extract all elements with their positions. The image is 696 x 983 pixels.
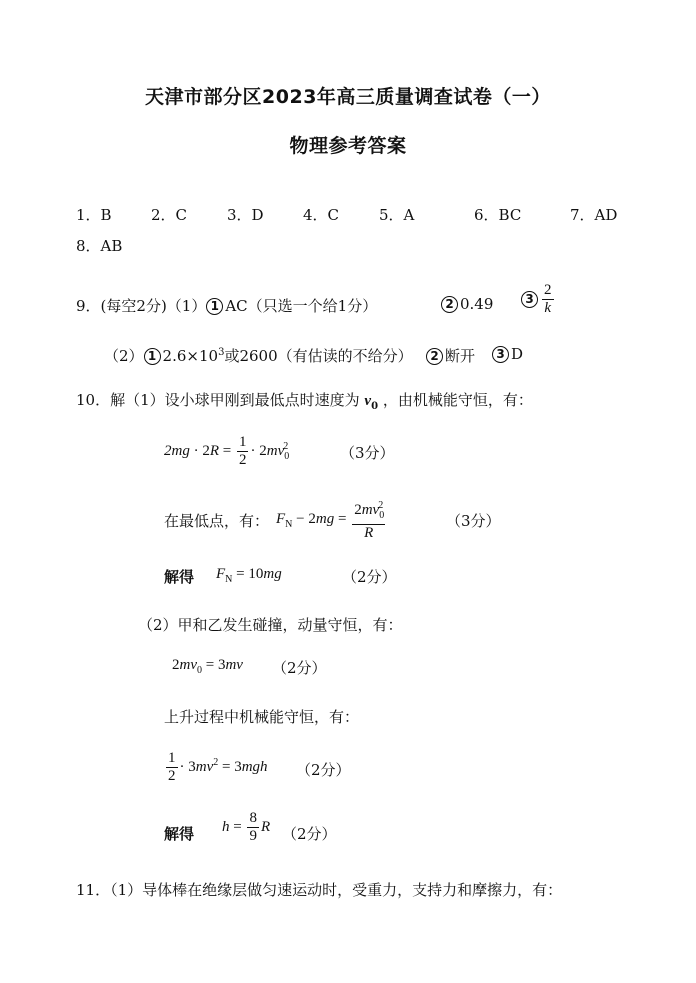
q10-rise: 上升过程中机械能守恒，有： xyxy=(164,708,360,726)
q9-line1: 9．(每空2分)（1） 1 AC（只选一个给1分） xyxy=(76,297,378,315)
circled-1-icon: 1 xyxy=(206,298,223,315)
score: （2分） xyxy=(272,659,327,677)
solve-label: 解得 xyxy=(164,825,195,843)
score: （3分） xyxy=(446,512,501,530)
equation-6: h = $\frac{8}{9}$ R xyxy=(222,810,271,844)
choice-answer: 5．A xyxy=(379,206,415,224)
q9-line2: （2） 1 $2.6\times 10^3$或2600（有估读的不给分） xyxy=(104,347,413,365)
equation-2: $F_N - 2mg$ = $\frac{2mv_0^2}{R}$ xyxy=(276,497,387,542)
choice-answer: 1．B xyxy=(76,206,112,224)
q9-line2-answer-3: 3 D xyxy=(492,345,523,363)
circled-2-icon: 2 xyxy=(426,348,443,365)
q9-answer-2: 2 0.49 xyxy=(441,295,493,313)
score: （3分） xyxy=(340,444,395,462)
choice-answer: 3．D xyxy=(227,206,264,224)
circled-3-icon: 3 xyxy=(492,346,509,363)
solve-label: 解得 xyxy=(164,568,195,586)
q9-answer-3 xyxy=(521,282,556,317)
circled-3-icon: 3 xyxy=(521,291,538,308)
choice-answer: 4．C xyxy=(303,206,340,224)
choice-answer: 7．AD xyxy=(570,206,618,224)
equation-3: $F_N = 10mg$ xyxy=(216,566,282,585)
page-title: 天津市部分区2023年高三质量调查试卷（一） xyxy=(145,86,551,108)
page-subtitle: 物理参考答案 xyxy=(289,135,407,157)
score: （2分） xyxy=(296,761,351,779)
score: （2分） xyxy=(342,568,397,586)
fraction: $\frac{2}{k}$ xyxy=(544,282,552,316)
circled-2-icon: 2 xyxy=(441,296,458,313)
q11-intro: 11．（1）导体棒在绝缘层做匀速运动时，受重力，支持力和摩擦力，有： xyxy=(76,881,563,899)
choice-answer: 2．C xyxy=(151,206,188,224)
choice-answer: 8．AB xyxy=(76,237,123,255)
equation-5: $\frac{1}{2}$ · $3mv^2 = 3mgh$ xyxy=(168,750,268,784)
lowest-label: 在最低点，有： xyxy=(164,512,270,530)
score: （2分） xyxy=(282,825,337,843)
q9-line2-answer-2: 2 断开 xyxy=(426,345,475,366)
circled-1-icon: 1 xyxy=(144,348,161,365)
q10-intro: 10．解（1）设小球甲刚到最低点时速度为 $v_0$ ，由机械能守恒，有： xyxy=(76,391,533,412)
equation-4: $2mv_0 = 3mv$ xyxy=(172,657,243,676)
choice-answer: 6．BC xyxy=(474,206,522,224)
q10-part2: （2）甲和乙发生碰撞，动量守恒，有： xyxy=(138,616,403,634)
equation-1: 2mg · 2R = $\frac{1}{2}$ · $2mv_0^2$ xyxy=(164,434,290,468)
